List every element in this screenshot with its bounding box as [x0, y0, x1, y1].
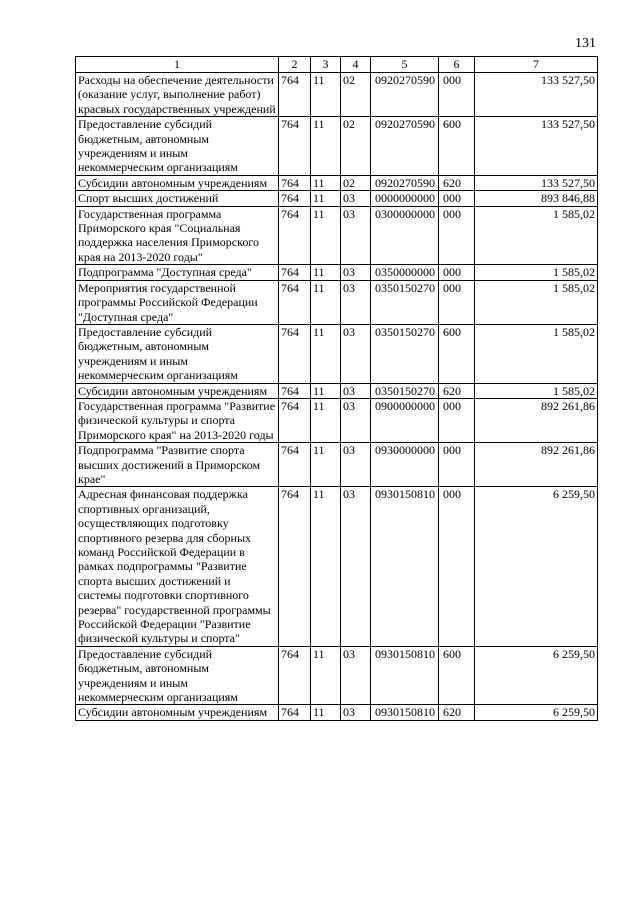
row-section-cell: 11 — [311, 443, 341, 487]
row-section-cell: 11 — [311, 175, 341, 190]
row-amount-cell: 6 259,50 — [475, 487, 598, 646]
row-expense-type-cell: 620 — [439, 175, 475, 190]
row-target-cell: 0000000000 — [371, 191, 439, 206]
row-target-cell: 0350000000 — [371, 265, 439, 280]
header-cell-5: 5 — [371, 57, 439, 73]
row-target-cell: 0930150810 — [371, 487, 439, 646]
row-subsection-cell: 03 — [341, 191, 371, 206]
row-name-cell: Предоставление субсидий бюджетным, автономным учреждениям и иным некоммерческим организациям — [76, 646, 279, 705]
header-cell-6: 6 — [439, 57, 475, 73]
row-subsection-cell: 02 — [341, 175, 371, 190]
row-target-cell: 0300000000 — [371, 206, 439, 265]
row-amount-cell: 1 585,02 — [475, 324, 598, 383]
row-ministry-cell: 764 — [279, 705, 311, 720]
row-ministry-cell: 764 — [279, 265, 311, 280]
row-subsection-cell: 03 — [341, 206, 371, 265]
row-ministry-cell: 764 — [279, 487, 311, 646]
row-subsection-cell: 03 — [341, 324, 371, 383]
row-section-cell: 11 — [311, 487, 341, 646]
row-amount-cell: 6 259,50 — [475, 646, 598, 705]
row-section-cell: 11 — [311, 265, 341, 280]
row-expense-type-cell: 600 — [439, 324, 475, 383]
table-row — [76, 191, 598, 206]
header-cell-2: 2 — [279, 57, 311, 73]
row-name-cell: Подпрограмма "Развитие спорта высших достижений в Приморском крае" — [76, 443, 279, 487]
row-ministry-cell: 764 — [279, 646, 311, 705]
row-ministry-cell: 764 — [279, 73, 311, 117]
row-name-cell: Субсидии автономным учреждениям — [76, 383, 279, 398]
row-ministry-cell: 764 — [279, 324, 311, 383]
row-amount-cell: 1 585,02 — [475, 280, 598, 324]
row-expense-type-cell: 000 — [439, 73, 475, 117]
row-target-cell: 0920270590 — [371, 175, 439, 190]
row-ministry-cell: 764 — [279, 398, 311, 442]
row-name-cell: Государственная программа Приморского края "Социальная поддержка населения Приморского края на 2013-2020 годы" — [76, 206, 279, 265]
row-subsection-cell: 03 — [341, 265, 371, 280]
row-target-cell: 0930150810 — [371, 646, 439, 705]
row-amount-cell: 6 259,50 — [475, 705, 598, 720]
row-section-cell: 11 — [311, 280, 341, 324]
table-row — [76, 265, 598, 280]
row-subsection-cell: 03 — [341, 280, 371, 324]
row-subsection-cell: 03 — [341, 646, 371, 705]
row-section-cell: 11 — [311, 398, 341, 442]
row-target-cell: 0350150270 — [371, 324, 439, 383]
row-expense-type-cell: 000 — [439, 487, 475, 646]
row-target-cell: 0920270590 — [371, 117, 439, 176]
row-amount-cell: 1 585,02 — [475, 265, 598, 280]
row-expense-type-cell: 000 — [439, 265, 475, 280]
row-section-cell: 11 — [311, 646, 341, 705]
row-name-cell: Предоставление субсидий бюджетным, автономным учреждениям и иным некоммерческим организациям — [76, 117, 279, 176]
table-row — [76, 487, 598, 646]
row-name-cell: Предоставление субсидий бюджетным, автономным учреждениям и иным некоммерческим организациям — [76, 324, 279, 383]
row-expense-type-cell: 600 — [439, 646, 475, 705]
row-section-cell: 11 — [311, 117, 341, 176]
row-subsection-cell: 03 — [341, 398, 371, 442]
row-name-cell: Адресная финансовая поддержка спортивных организаций, осуществляющих подготовку спортивного резерва для сборных команд Российской Федерации в рамках подпрограммы "Развитие спорта высших достижений и системы подготовки спортивного резерва" государственной программы Российской Федерации "Развитие физической культуры и спорта" — [76, 487, 279, 646]
row-target-cell: 0920270590 — [371, 73, 439, 117]
row-name-cell: Мероприятия государственной программы Российской Федерации "Доступная среда" — [76, 280, 279, 324]
table-row — [76, 280, 598, 324]
row-section-cell: 11 — [311, 191, 341, 206]
row-subsection-cell: 03 — [341, 443, 371, 487]
header-cell-4: 4 — [341, 57, 371, 73]
row-subsection-cell: 03 — [341, 383, 371, 398]
row-ministry-cell: 764 — [279, 175, 311, 190]
table-row — [76, 398, 598, 442]
row-amount-cell: 893 846,88 — [475, 191, 598, 206]
row-amount-cell: 1 585,02 — [475, 206, 598, 265]
table-row — [76, 383, 598, 398]
row-amount-cell: 892 261,86 — [475, 398, 598, 442]
table-row — [76, 73, 598, 117]
row-name-cell: Субсидии автономным учреждениям — [76, 705, 279, 720]
row-amount-cell: 1 585,02 — [475, 383, 598, 398]
row-ministry-cell: 764 — [279, 206, 311, 265]
row-subsection-cell: 02 — [341, 73, 371, 117]
header-cell-7: 7 — [475, 57, 598, 73]
budget-table — [75, 56, 598, 721]
row-expense-type-cell: 000 — [439, 280, 475, 324]
row-expense-type-cell: 600 — [439, 117, 475, 176]
row-target-cell: 0900000000 — [371, 398, 439, 442]
row-amount-cell: 133 527,50 — [475, 117, 598, 176]
row-expense-type-cell: 000 — [439, 191, 475, 206]
row-ministry-cell: 764 — [279, 443, 311, 487]
row-name-cell: Субсидии автономным учреждениям — [76, 175, 279, 190]
row-subsection-cell: 02 — [341, 117, 371, 176]
row-ministry-cell: 764 — [279, 383, 311, 398]
table-row — [76, 117, 598, 176]
row-subsection-cell: 03 — [341, 705, 371, 720]
table-row — [76, 206, 598, 265]
row-expense-type-cell: 620 — [439, 383, 475, 398]
table-row — [76, 443, 598, 487]
row-target-cell: 0350150270 — [371, 383, 439, 398]
row-name-cell: Расходы на обеспечение деятельности (оказание услуг, выполнение работ) красвых государственных учреждений — [76, 73, 279, 117]
table-row — [76, 324, 598, 383]
row-section-cell: 11 — [311, 206, 341, 265]
row-target-cell: 0930000000 — [371, 443, 439, 487]
table-row — [76, 175, 598, 190]
header-cell-3: 3 — [311, 57, 341, 73]
row-expense-type-cell: 620 — [439, 705, 475, 720]
row-amount-cell: 892 261,86 — [475, 443, 598, 487]
row-section-cell: 11 — [311, 73, 341, 117]
table-header — [76, 57, 598, 73]
row-expense-type-cell: 000 — [439, 206, 475, 265]
row-expense-type-cell: 000 — [439, 398, 475, 442]
row-name-cell: Спорт высших достижений — [76, 191, 279, 206]
row-ministry-cell: 764 — [279, 280, 311, 324]
row-name-cell: Государственная программа "Развитие физической культуры и спорта Приморского края" на 2013-2020 годы — [76, 398, 279, 442]
row-amount-cell: 133 527,50 — [475, 73, 598, 117]
row-amount-cell: 133 527,50 — [475, 175, 598, 190]
row-expense-type-cell: 000 — [439, 443, 475, 487]
row-name-cell: Подпрограмма "Доступная среда" — [76, 265, 279, 280]
row-target-cell: 0930150810 — [371, 705, 439, 720]
table-row — [76, 705, 598, 720]
row-target-cell: 0350150270 — [371, 280, 439, 324]
header-cell-1: 1 — [76, 57, 279, 73]
row-section-cell: 11 — [311, 705, 341, 720]
row-ministry-cell: 764 — [279, 117, 311, 176]
row-ministry-cell: 764 — [279, 191, 311, 206]
row-section-cell: 11 — [311, 324, 341, 383]
table-row — [76, 646, 598, 705]
page-number: 131 — [575, 36, 596, 51]
row-section-cell: 11 — [311, 383, 341, 398]
row-subsection-cell: 03 — [341, 487, 371, 646]
table-body — [76, 73, 598, 721]
header-row — [76, 57, 598, 73]
